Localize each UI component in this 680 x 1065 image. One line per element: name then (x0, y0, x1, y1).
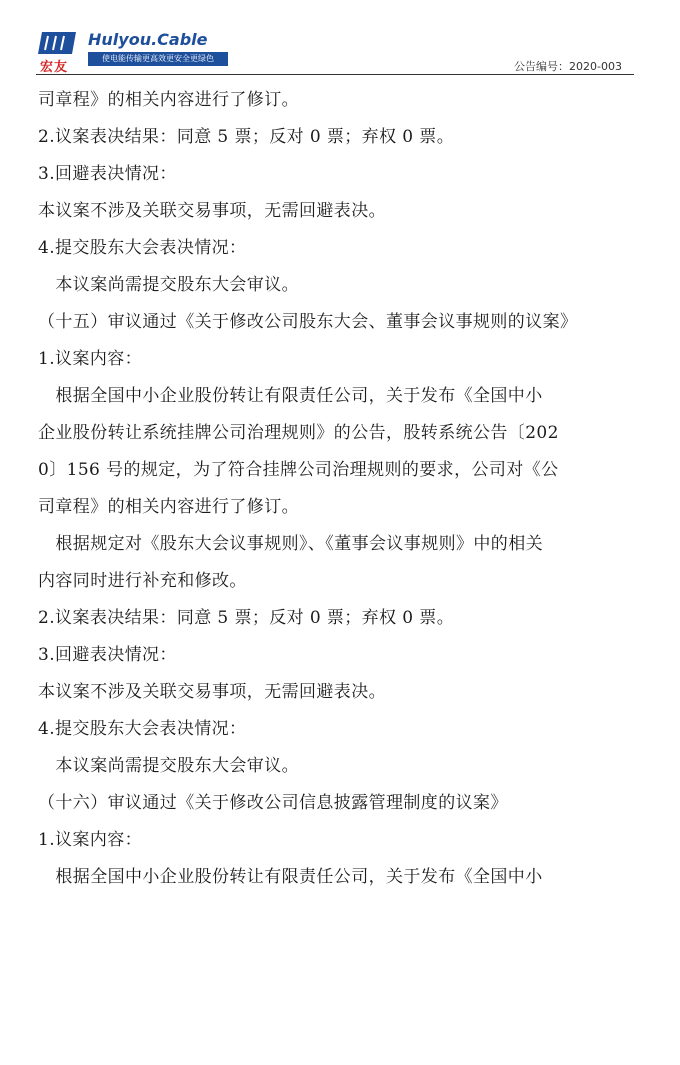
brand-slogan: 使电能传输更高效更安全更绿色 (88, 52, 228, 66)
header-divider (36, 74, 634, 75)
text-line: 本议案不涉及关联交易事项，无需回避表决。 (38, 682, 386, 702)
text-line: 根据全国中小企业股份转让有限责任公司，关于发布《全国中小 (38, 386, 543, 406)
text-line: 根据全国中小企业股份转让有限责任公司，关于发布《全国中小 (38, 867, 543, 887)
section-heading: （十六）审议通过《关于修改公司信息披露管理制度的议案》 (38, 793, 508, 813)
text-line: 企业股份转让系统挂牌公司治理规则》的公告，股转系统公告〔202 (38, 423, 559, 443)
text-line: 2.议案表决结果：同意 5 票；反对 0 票；弃权 0 票。 (38, 608, 455, 628)
text-line: 司章程》的相关内容进行了修订。 (38, 497, 299, 517)
brand-en: Hulyou.Cable (88, 30, 208, 49)
text-line: 3.回避表决情况： (38, 164, 177, 184)
text-line: 本议案尚需提交股东大会审议。 (38, 756, 299, 776)
text-line: 4.提交股东大会表决情况： (38, 719, 247, 739)
text-line: 2.议案表决结果：同意 5 票；反对 0 票；弃权 0 票。 (38, 127, 455, 147)
text-line: 0〕156 号的规定，为了符合挂牌公司治理规则的要求，公司对《公 (38, 460, 559, 480)
text-line: 根据规定对《股东大会议事规则》、《董事会议事规则》中的相关 (38, 534, 543, 554)
text-line: 内容同时进行补充和修改。 (38, 571, 247, 591)
page-header (0, 0, 680, 76)
text-line: 4.提交股东大会表决情况： (38, 238, 247, 258)
text-line: 本议案尚需提交股东大会审议。 (38, 275, 299, 295)
text-line: 本议案不涉及关联交易事项，无需回避表决。 (38, 201, 386, 221)
company-logo (36, 28, 236, 75)
section-heading: （十五）审议通过《关于修改公司股东大会、董事会议事规则的议案》 (38, 312, 578, 332)
text-line: 1.议案内容： (38, 830, 143, 850)
brand-cn: 宏友 (40, 60, 69, 75)
document-body (38, 82, 638, 896)
announcement-number: 公告编号：2020-003 (514, 60, 622, 73)
text-line: 1.议案内容： (38, 349, 143, 369)
text-line: 3.回避表决情况： (38, 645, 177, 665)
text-line: 司章程》的相关内容进行了修订。 (38, 90, 299, 110)
